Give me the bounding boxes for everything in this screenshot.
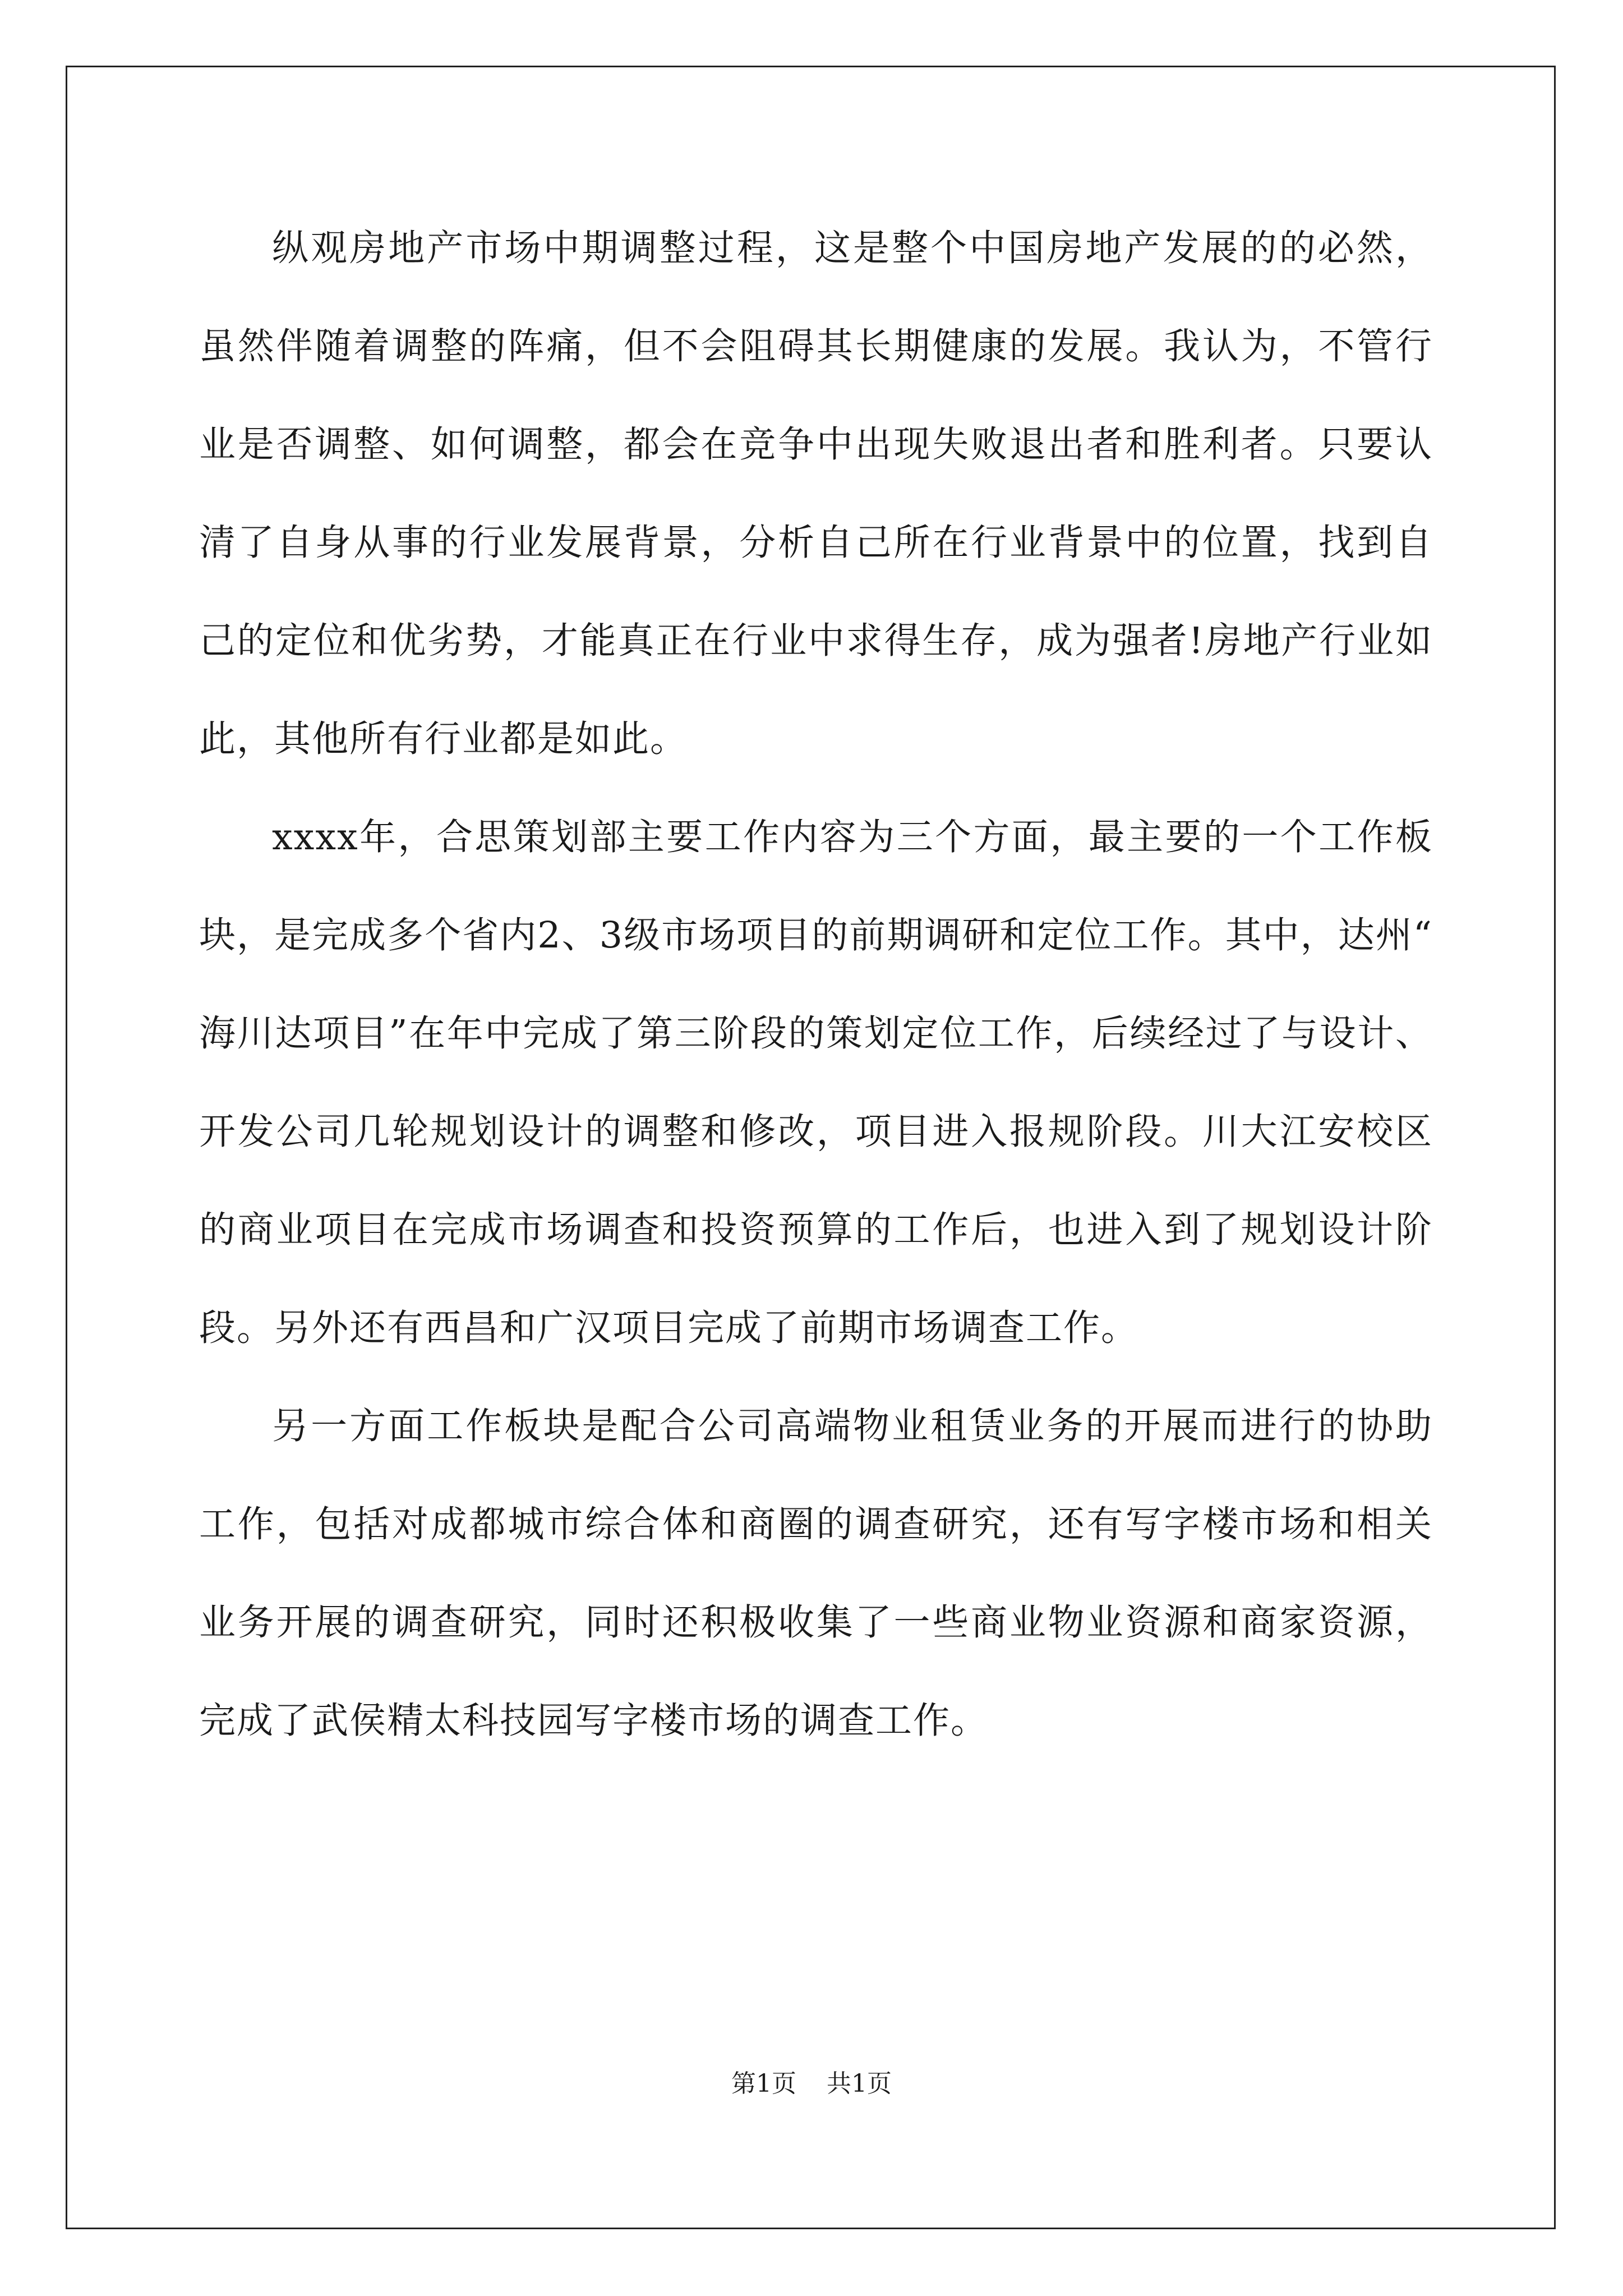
document-body — [199, 199, 1433, 1770]
page-number: 第1页 — [731, 2069, 796, 2098]
paragraph-3: 另一方面工作板块是配合公司高端物业租赁业务的开展而进行的协助工作，包括对成都城市综合体和商圈的调查研究，还有写字楼市场和相关业务开展的调查研究，同时还积极收集了一些商业物业资源和商家资源，完成了武侯精太科技园写字楼市场的调查工作。 — [199, 1405, 1433, 1742]
page-footer — [0, 2067, 1623, 2101]
page-total: 共1页 — [827, 2069, 892, 2098]
paragraph-2: xxxx年，合思策划部主要工作内容为三个方面，最主要的一个工作板块，是完成多个省内2、3级市场项目的前期调研和定位工作。其中，达州“海川达项目”在年中完成了第三阶段的策划定位工作，后续经过了与设计、开发公司几轮规划设计的调整和修改，项目进入报规阶段。川大江安校区的商业项目在完成市场调查和投资预算的工作后，也进入到了规划设计阶段。另外还有西昌和广汉项目完成了前期市场调查工作。 — [199, 816, 1433, 1349]
paragraph-1: 纵观房地产市场中期调整过程，这是整个中国房地产发展的的必然，虽然伴随着调整的阵痛，但不会阻碍其长期健康的发展。我认为，不管行业是否调整、如何调整，都会在竞争中出现失败退出者和胜利者。只要认清了自身从事的行业发展背景，分析自己所在行业背景中的位置，找到自己的定位和优劣势，才能真正在行业中求得生存，成为强者!房地产行业如此，其他所有行业都是如此。 — [199, 227, 1433, 760]
